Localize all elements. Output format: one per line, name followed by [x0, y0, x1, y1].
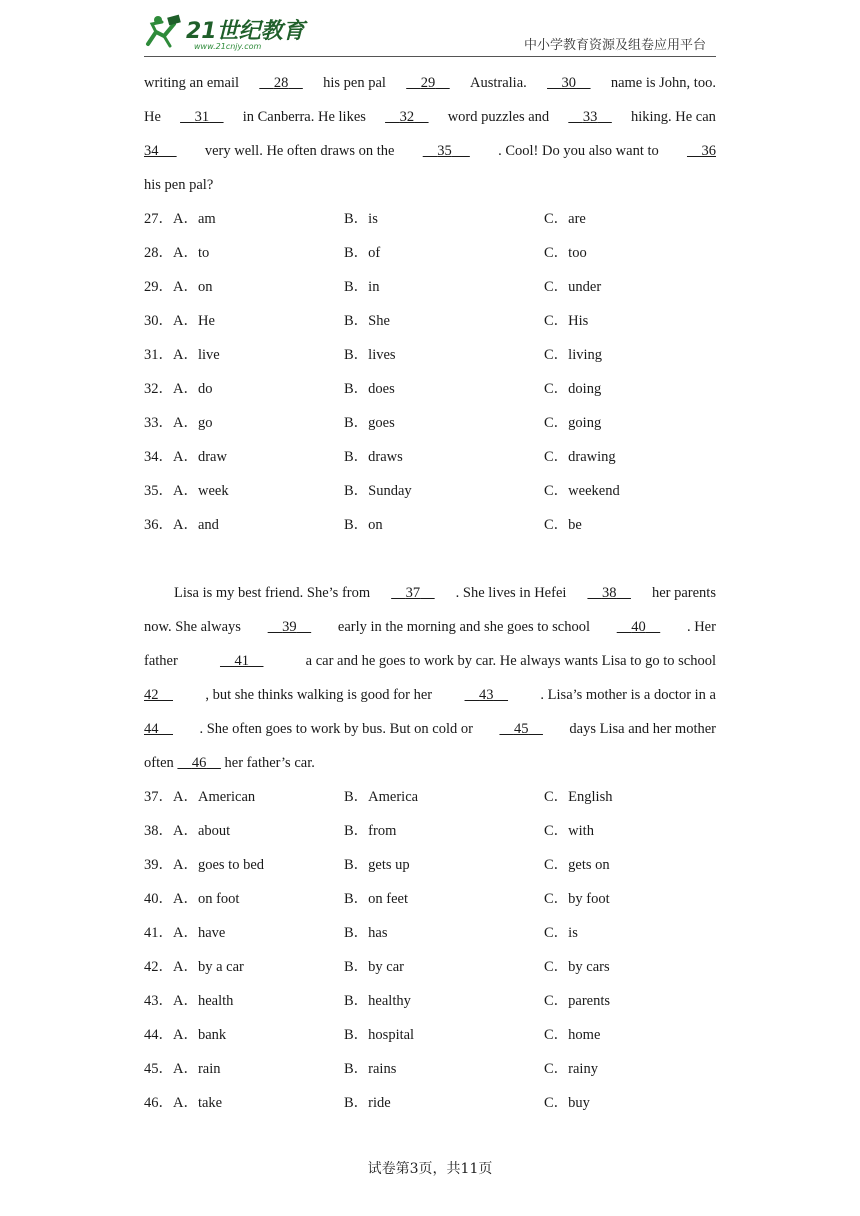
passage2-line-6: often 46 her father’s car.: [144, 755, 315, 771]
blank-28: 28: [273, 75, 289, 91]
question-37: 37．A．American B．America C．English: [144, 789, 613, 805]
blank-34: 34: [144, 143, 159, 159]
blank-44: 44: [144, 721, 159, 737]
passage1-line-1: writing an email 28 his pen pal 29 Australia. 30 name is John, too.: [144, 66, 716, 100]
blank-39: 39: [282, 619, 297, 635]
blank-35: 35: [437, 143, 452, 159]
blank-40: 40: [631, 619, 646, 635]
question-41: 41．A．have B．has C．is: [144, 925, 578, 941]
question-35: 35．A．week B．Sunday C．weekend: [144, 483, 620, 499]
question-46: 46．A．take B．ride C．buy: [144, 1095, 590, 1111]
blank-41: 41: [234, 653, 249, 669]
blank-38: 38: [601, 585, 617, 601]
passage1-line-4: his pen pal?: [144, 177, 214, 193]
question-32: 32．A．do B．does C．doing: [144, 381, 602, 397]
question-28: 28．A．to B．of C．too: [144, 245, 587, 261]
blank-33: 33: [582, 109, 598, 125]
document-body: [144, 66, 716, 1120]
question-36: 36．A．and B．on C．be: [144, 517, 582, 533]
page-header: [144, 10, 716, 57]
passage1-line-3: 34 very well. He often draws on the 35 . Cool! Do you also want to 36: [144, 134, 716, 168]
logo-url: www.21cnjy.com: [194, 42, 262, 51]
section-gap: [144, 542, 716, 576]
passage1-line-2: He 31 in Canberra. He likes 32 word puzzles and 33 hiking. He can: [144, 100, 716, 134]
blank-36: 36: [701, 143, 716, 159]
platform-name: 中小学教育资源及组卷应用平台: [523, 38, 706, 53]
question-33: 33．A．go B．goes C．going: [144, 415, 602, 431]
blank-31: 31: [194, 109, 210, 125]
logo-text: 21世纪教育: [186, 19, 305, 44]
passage2-line-3: father 41 a car and he goes to work by car. He always wants Lisa to go to school: [144, 644, 716, 678]
blank-42: 42: [144, 687, 159, 703]
question-42: 42．A．by a car B．by car C．by cars: [144, 959, 610, 975]
blank-37: 37: [405, 585, 421, 601]
question-34: 34．A．draw B．draws C．drawing: [144, 449, 616, 465]
runner-logo-icon: [144, 12, 314, 52]
blank-46: 46: [191, 755, 207, 771]
question-39: 39．A．goes to bed B．gets up C．gets on: [144, 857, 610, 873]
passage2-line-4: 42 , but she thinks walking is good for her 43 . Lisa’s mother is a doctor in a: [144, 678, 716, 712]
passage2-line-5: 44 . She often goes to work by bus. But on cold or 45 days Lisa and her mother: [144, 712, 716, 746]
question-38: 38．A．about B．from C．with: [144, 823, 594, 839]
blank-32: 32: [399, 109, 415, 125]
question-45: 45．A．rain B．rains C．rainy: [144, 1061, 598, 1077]
question-30: 30．A．He B．She C．His: [144, 313, 589, 329]
question-27: 27．A．am B．is C．are: [144, 211, 586, 227]
blank-45: 45: [513, 721, 529, 737]
question-40: 40．A．on foot B．on feet C．by foot: [144, 891, 610, 907]
blank-29: 29: [420, 75, 436, 91]
question-29: 29．A．on B．in C．under: [144, 279, 602, 295]
passage2-line-2: now. She always 39 early in the morning and she goes to school 40 . Her: [144, 610, 716, 644]
passage2-line-1: Lisa is my best friend. She’s from 37 . She lives in Hefei 38 her parents: [144, 576, 716, 610]
question-44: 44．A．bank B．hospital C．home: [144, 1027, 601, 1043]
question-31: 31．A．live B．lives C．living: [144, 347, 603, 363]
site-logo: [144, 12, 314, 52]
blank-43: 43: [479, 687, 494, 703]
question-43: 43．A．health B．healthy C．parents: [144, 993, 611, 1009]
blank-30: 30: [561, 75, 577, 91]
page-footer: 试卷第3页，共11页: [367, 1161, 493, 1177]
